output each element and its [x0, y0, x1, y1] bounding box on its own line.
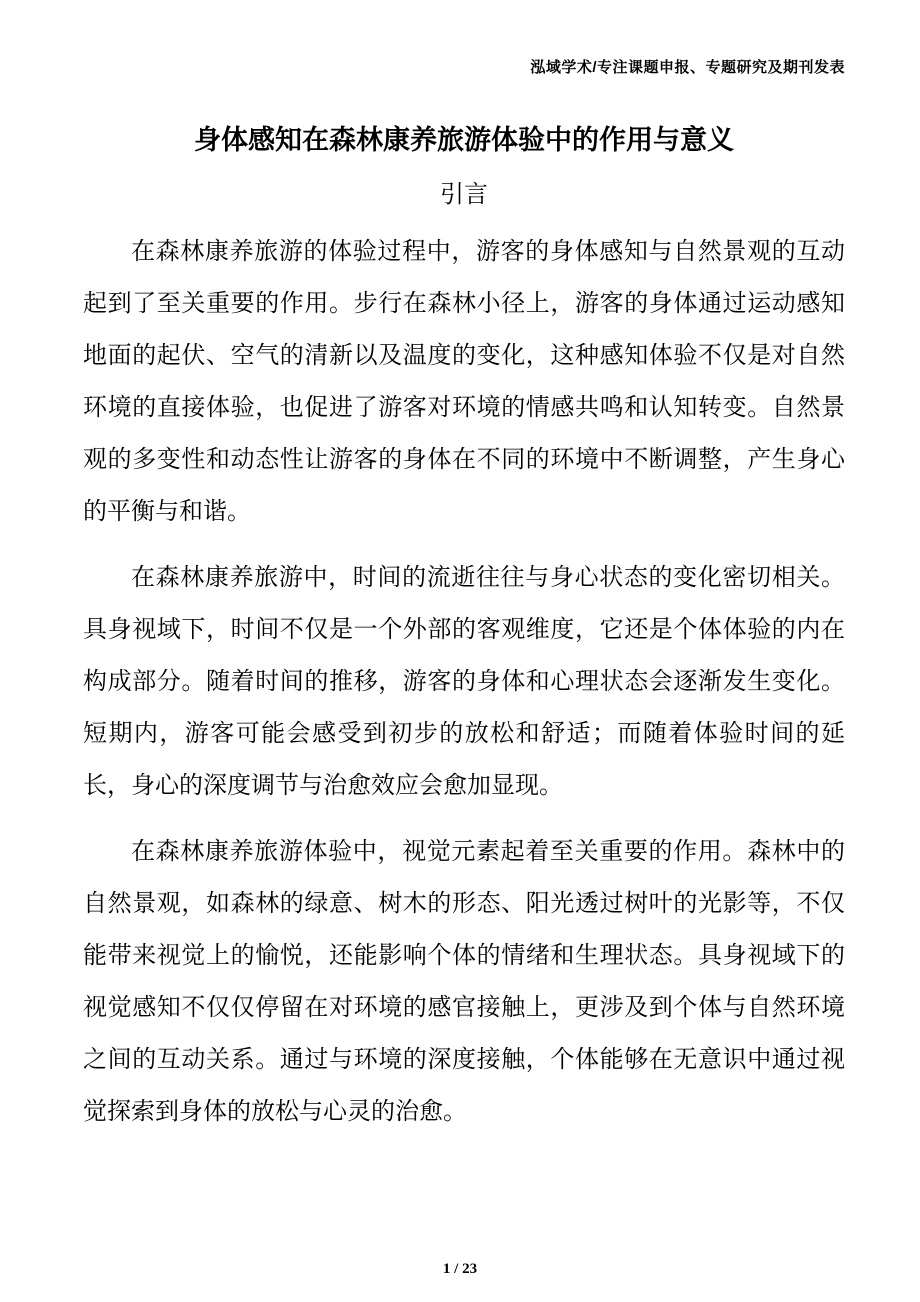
document-title: 身体感知在森林康养旅游体验中的作用与意义 [194, 125, 734, 155]
body-paragraph: 在森林康养旅游的体验过程中，游客的身体感知与自然景观的互动起到了至关重要的作用。步行在森林小径上，游客的身体通过运动感知地面的起伏、空气的清新以及温度的变化，这种感知体验不仅是对自然环境的直接体验，也促进了游客对环境的情感共鸣和认知转变。自然景观的多变性和动态性让游客的身体在不同的环境中不断调整，产生身心的平衡与和谐。 [83, 239, 845, 525]
document-body [83, 108, 845, 1152]
paragraph-container [83, 226, 845, 1138]
body-paragraph: 在森林康养旅游中，时间的流逝往往与身心状态的变化密切相关。具身视域下，时间不仅是一个外部的客观维度，它还是个体体验的内在构成部分。随着时间的推移，游客的身体和心理状态会逐渐发生变化。短期内，游客可能会感受到初步的放松和舒适；而随着体验时间的延长，身心的深度调节与治愈效应会愈加显现。 [83, 565, 845, 799]
section-heading-introduction: 引言 [440, 181, 488, 208]
page-number: 1 / 23 [442, 1261, 478, 1277]
body-paragraph: 在森林康养旅游体验中，视觉元素起着至关重要的作用。森林中的自然景观，如森林的绿意、树木的形态、阳光透过树叶的光影等，不仅能带来视觉上的愉悦，还能影响个体的情绪和生理状态。具身视域下的视觉感知不仅仅停留在对环境的感官接触上，更涉及到个体与自然环境之间的互动关系。通过与环境的深度接触，个体能够在无意识中通过视觉探索到身体的放松与心灵的治愈。 [83, 839, 845, 1125]
page-header-brand: 泓域学术/专注课题申报、专题研究及期刊发表 [530, 59, 845, 76]
